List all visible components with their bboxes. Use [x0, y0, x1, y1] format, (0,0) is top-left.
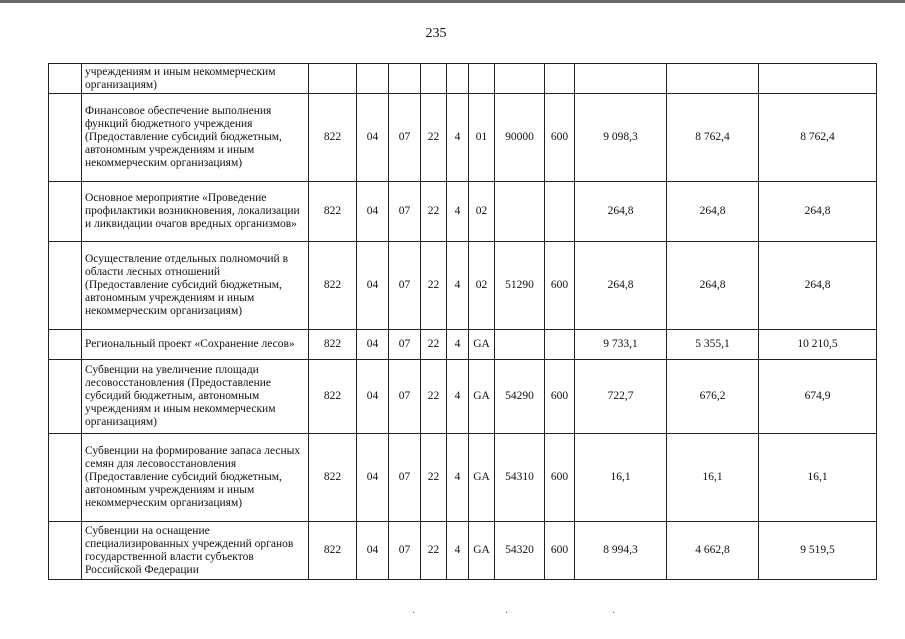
subsection-code-cell: 07 — [389, 242, 421, 330]
amount-year2-cell: 16,1 — [667, 434, 759, 522]
amount-year2-cell: 676,2 — [667, 360, 759, 434]
section-code-cell: 04 — [357, 182, 389, 242]
table-row — [49, 64, 877, 94]
program-code-cell — [421, 64, 447, 94]
page-number: 235 — [425, 26, 447, 41]
direction-code-cell: 54320 — [495, 522, 545, 580]
amount-year2-cell: 5 355,1 — [667, 330, 759, 360]
expense-type-cell: 600 — [545, 242, 575, 330]
program-code-cell: 22 — [421, 94, 447, 182]
amount-year1-cell: 9 733,1 — [575, 330, 667, 360]
amount-year3-cell: 9 519,5 — [759, 522, 877, 580]
direction-code-cell — [495, 182, 545, 242]
expense-type-cell — [545, 182, 575, 242]
amount-year1-cell: 16,1 — [575, 434, 667, 522]
section-code-cell: 04 — [357, 434, 389, 522]
grbs-code-cell: 822 — [309, 330, 357, 360]
subprogram-code-cell: 4 — [447, 522, 469, 580]
expense-type-cell: 600 — [545, 94, 575, 182]
direction-code-cell — [495, 64, 545, 94]
section-code-cell — [357, 64, 389, 94]
table-row — [49, 522, 877, 580]
table-row — [49, 182, 877, 242]
table-row — [49, 330, 877, 360]
amount-year1-cell: 8 994,3 — [575, 522, 667, 580]
subprogram-code-cell: 4 — [447, 94, 469, 182]
program-code-cell: 22 — [421, 242, 447, 330]
direction-code-cell — [495, 330, 545, 360]
scan-speck: · — [612, 608, 616, 619]
subsection-code-cell: 07 — [389, 182, 421, 242]
item-name-cell: Основное мероприятие «Проведение профилактики возникновения, локализации и ликвидации очагов вредных организмов» — [82, 182, 309, 242]
program-code-cell: 22 — [421, 360, 447, 434]
section-code-cell: 04 — [357, 330, 389, 360]
grbs-code-cell: 822 — [309, 434, 357, 522]
activity-code-cell: GA — [469, 522, 495, 580]
table-row — [49, 434, 877, 522]
amount-year3-cell: 10 210,5 — [759, 330, 877, 360]
subprogram-code-cell — [447, 64, 469, 94]
item-name-cell: Региональный проект «Сохранение лесов» — [82, 330, 309, 360]
amount-year1-cell: 264,8 — [575, 242, 667, 330]
grbs-code-cell — [309, 64, 357, 94]
grbs-code-cell: 822 — [309, 94, 357, 182]
subsection-code-cell — [389, 64, 421, 94]
expense-type-cell: 600 — [545, 522, 575, 580]
blank-cell — [49, 182, 82, 242]
subsection-code-cell: 07 — [389, 360, 421, 434]
subsection-code-cell: 07 — [389, 94, 421, 182]
blank-cell — [49, 330, 82, 360]
amount-year2-cell: 4 662,8 — [667, 522, 759, 580]
grbs-code-cell: 822 — [309, 242, 357, 330]
direction-code-cell: 90000 — [495, 94, 545, 182]
activity-code-cell: 02 — [469, 182, 495, 242]
item-name-cell: учреждениям и иным некоммерческим организациям) — [82, 64, 309, 94]
amount-year3-cell: 8 762,4 — [759, 94, 877, 182]
grbs-code-cell: 822 — [309, 360, 357, 434]
amount-year2-cell: 264,8 — [667, 242, 759, 330]
program-code-cell: 22 — [421, 330, 447, 360]
activity-code-cell: GA — [469, 434, 495, 522]
grbs-code-cell: 822 — [309, 522, 357, 580]
subsection-code-cell: 07 — [389, 330, 421, 360]
blank-cell — [49, 522, 82, 580]
expense-type-cell — [545, 330, 575, 360]
item-name-cell: Осуществление отдельных полномочий в области лесных отношений (Предоставление субсидий бюджетным, автономным учреждениям и иным некоммерческим организациям) — [82, 242, 309, 330]
blank-cell — [49, 64, 82, 94]
amount-year3-cell: 264,8 — [759, 242, 877, 330]
expense-type-cell: 600 — [545, 434, 575, 522]
amount-year3-cell: 16,1 — [759, 434, 877, 522]
grbs-code-cell: 822 — [309, 182, 357, 242]
amount-year2-cell: 8 762,4 — [667, 94, 759, 182]
subsection-code-cell: 07 — [389, 434, 421, 522]
expense-type-cell — [545, 64, 575, 94]
blank-cell — [49, 94, 82, 182]
amount-year1-cell: 722,7 — [575, 360, 667, 434]
direction-code-cell: 54290 — [495, 360, 545, 434]
amount-year2-cell — [667, 64, 759, 94]
section-code-cell: 04 — [357, 242, 389, 330]
scan-speck: · — [412, 608, 416, 619]
activity-code-cell: 02 — [469, 242, 495, 330]
budget-table-body — [49, 64, 877, 580]
section-code-cell: 04 — [357, 522, 389, 580]
subprogram-code-cell: 4 — [447, 242, 469, 330]
item-name-cell: Субвенции на оснащение специализированных учреждений органов государственной власти субъектов Российской Федерации — [82, 522, 309, 580]
subprogram-code-cell: 4 — [447, 360, 469, 434]
section-code-cell: 04 — [357, 360, 389, 434]
amount-year3-cell — [759, 64, 877, 94]
amount-year3-cell: 674,9 — [759, 360, 877, 434]
top-border-rule — [0, 0, 905, 3]
expense-type-cell: 600 — [545, 360, 575, 434]
subprogram-code-cell: 4 — [447, 182, 469, 242]
amount-year1-cell: 264,8 — [575, 182, 667, 242]
table-row — [49, 360, 877, 434]
program-code-cell: 22 — [421, 434, 447, 522]
activity-code-cell: GA — [469, 330, 495, 360]
activity-code-cell: GA — [469, 360, 495, 434]
amount-year1-cell: 9 098,3 — [575, 94, 667, 182]
blank-cell — [49, 360, 82, 434]
item-name-cell: Финансовое обеспечение выполнения функций бюджетного учреждения (Предоставление субсидий бюджетным, автономным учреждениям и иным некоммерческим организациям) — [82, 94, 309, 182]
activity-code-cell: 01 — [469, 94, 495, 182]
item-name-cell: Субвенции на формирование запаса лесных семян для лесовосстановления (Предоставление субсидий бюджетным, автономным учреждениям и иным некоммерческим организациям) — [82, 434, 309, 522]
blank-cell — [49, 434, 82, 522]
amount-year2-cell: 264,8 — [667, 182, 759, 242]
table-row — [49, 242, 877, 330]
subsection-code-cell: 07 — [389, 522, 421, 580]
subprogram-code-cell: 4 — [447, 330, 469, 360]
amount-year3-cell: 264,8 — [759, 182, 877, 242]
subprogram-code-cell: 4 — [447, 434, 469, 522]
item-name-cell: Субвенции на увеличение площади лесовосстановления (Предоставление субсидий бюджетным, автономным учреждениям и иным некоммерческим организациям) — [82, 360, 309, 434]
activity-code-cell — [469, 64, 495, 94]
budget-table — [48, 63, 877, 580]
amount-year1-cell — [575, 64, 667, 94]
table-row — [49, 94, 877, 182]
scan-speck: · — [505, 608, 509, 619]
direction-code-cell: 51290 — [495, 242, 545, 330]
section-code-cell: 04 — [357, 94, 389, 182]
blank-cell — [49, 242, 82, 330]
program-code-cell: 22 — [421, 522, 447, 580]
program-code-cell: 22 — [421, 182, 447, 242]
direction-code-cell: 54310 — [495, 434, 545, 522]
